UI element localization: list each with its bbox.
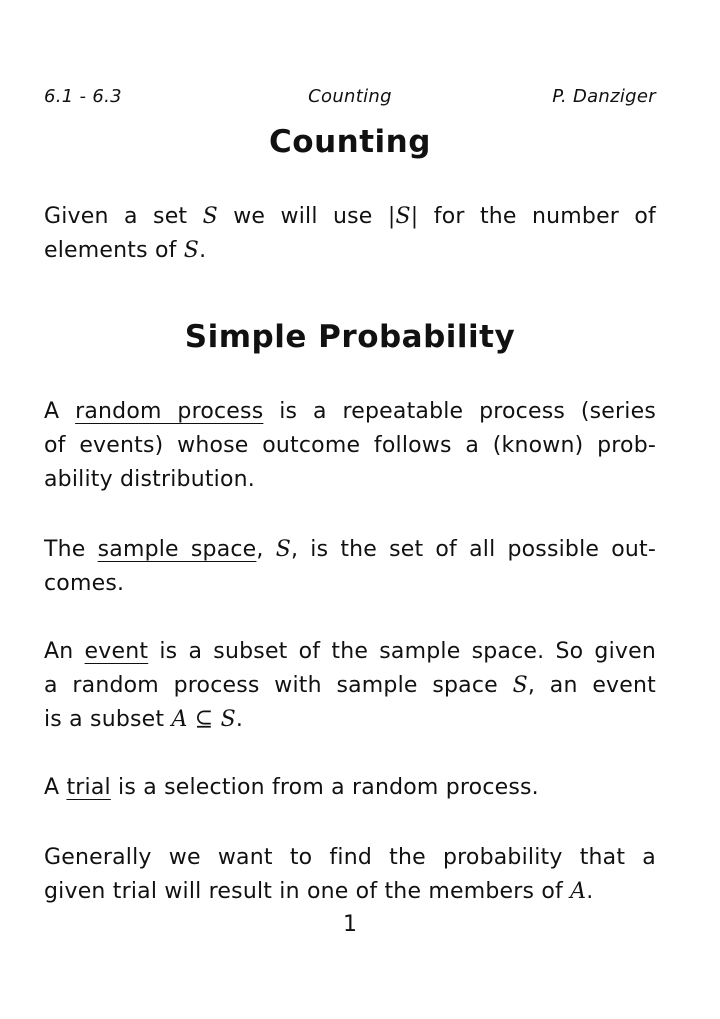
header-section: 6.1 - 6.3: [44, 86, 122, 107]
text-run: elements of: [44, 238, 184, 263]
paragraph-set-size: [44, 200, 656, 268]
text-run: a random process with sample space: [44, 673, 513, 698]
text-run: A: [44, 775, 67, 800]
paragraph-event: [44, 635, 656, 737]
text-run: is a selection from a random process.: [110, 775, 539, 800]
math-symbol: |: [387, 204, 396, 229]
paragraph-trial: [44, 771, 656, 805]
paragraph-line: ability distribution.: [44, 467, 255, 492]
text-run: for the number of: [418, 204, 657, 229]
math-symbol: |: [410, 204, 419, 229]
text-run: .: [235, 707, 244, 732]
paragraph-line: [44, 669, 656, 703]
defined-term: trial: [66, 775, 111, 800]
text-run: Given a set: [44, 204, 203, 229]
math-symbol: A: [570, 879, 587, 904]
paragraph-line: [44, 771, 656, 805]
text-run: is a repeatable process (series: [263, 399, 656, 424]
paragraph-line: [44, 875, 656, 909]
math-symbol: S: [275, 537, 291, 562]
subset-symbol: ⊆: [187, 707, 221, 732]
paragraph-line: [44, 200, 656, 234]
header-topic: Counting: [308, 86, 392, 107]
page-number: 1: [343, 912, 357, 937]
paragraph-line: [44, 395, 656, 429]
header-author: P. Danziger: [552, 86, 656, 107]
text-run: is a subset of the sample space. So given: [148, 639, 656, 664]
paragraph-line: Generally we want to find the probability that a: [44, 845, 656, 870]
defined-term: event: [84, 639, 149, 664]
paragraph-line: [44, 635, 656, 669]
paragraph-line: comes.: [44, 571, 125, 596]
page-title: Counting: [269, 124, 431, 160]
math-symbol: S: [512, 673, 528, 698]
text-run: is a subset: [44, 707, 172, 732]
math-symbol: A: [171, 707, 188, 732]
math-symbol: S: [395, 204, 411, 229]
paragraph-random-process: [44, 395, 656, 497]
paragraph-sample-space: [44, 533, 656, 601]
paragraph-line: of events) whose outcome follows a (known) prob-: [44, 433, 656, 458]
text-run: given trial will result in one of the members of: [44, 879, 571, 904]
paragraph-line: [44, 703, 656, 737]
math-symbol: S: [183, 238, 200, 263]
math-symbol: S: [220, 707, 236, 732]
text-run: .: [199, 238, 207, 263]
text-run: we will use: [217, 204, 388, 229]
paragraph-probability-goal: [44, 841, 656, 909]
text-run: , an event: [527, 673, 656, 698]
section-heading: Simple Probability: [184, 319, 516, 355]
text-run: The: [44, 537, 98, 562]
text-run: , is the set of all possible out-: [290, 537, 656, 562]
defined-term: random process: [75, 399, 264, 424]
running-header: [44, 86, 656, 110]
paragraph-line: [44, 533, 656, 567]
paragraph-line: [44, 234, 656, 268]
text-run: An: [44, 639, 85, 664]
text-run: ,: [256, 537, 276, 562]
defined-term: sample space: [97, 537, 257, 562]
math-symbol: S: [202, 204, 218, 229]
text-run: .: [586, 879, 594, 904]
text-run: A: [44, 399, 76, 424]
